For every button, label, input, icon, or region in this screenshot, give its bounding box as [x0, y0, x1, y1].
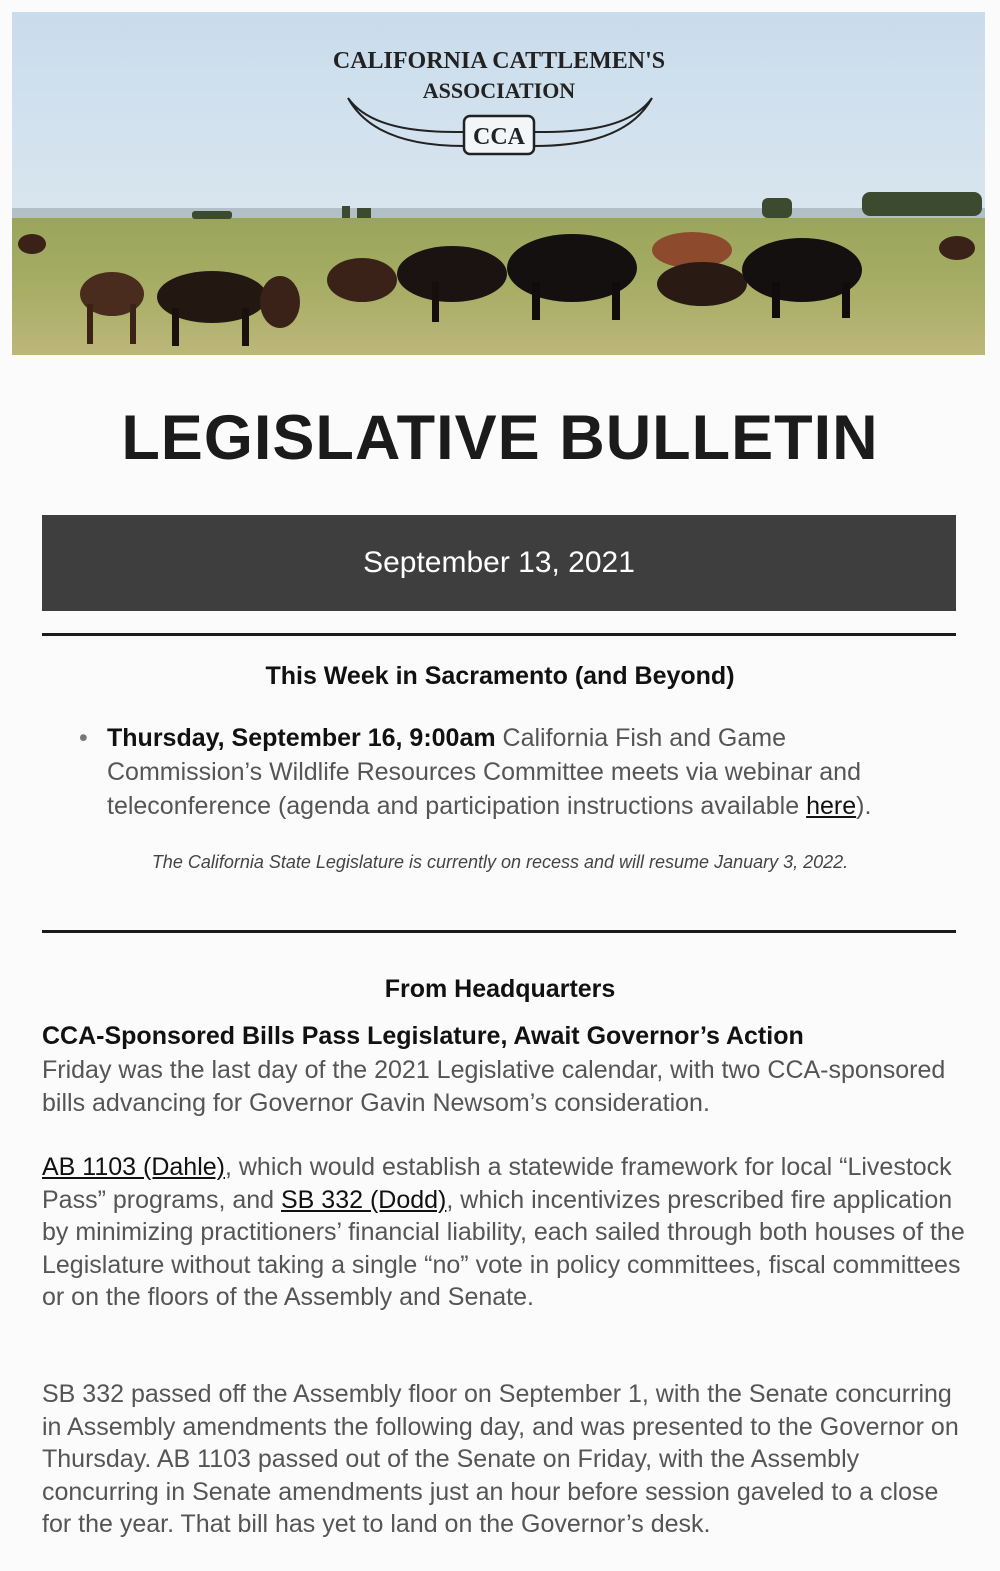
article-paragraph-2: [42, 1151, 967, 1314]
bullet-icon: •: [79, 724, 88, 752]
article-paragraph-1: Friday was the last day of the 2021 Legislative calendar, with two CCA-sponsored bills advancing for Governor Gavin Newsom’s consideration.: [42, 1056, 946, 1117]
event-description-end: ).: [856, 792, 872, 820]
recess-note: The California State Legislature is currently on recess and will resume January 3, 2022.: [151, 852, 849, 872]
paragraph-text: , which incentivizes prescribed fire application by minimizing practitioners’ financial liability, each sailed through both houses of the Legislature without taking a single “no” vote in policy committees, fiscal committees or on the floors of the Assembly and Senate.: [42, 1185, 965, 1311]
logo-name: CALIFORNIA CATTLEMEN'S: [332, 48, 666, 74]
event-list-item: [79, 721, 937, 823]
ab-1103-link[interactable]: AB 1103 (Dahle): [42, 1153, 225, 1181]
logo-association: ASSOCIATION: [422, 78, 576, 103]
section-divider: [42, 930, 956, 933]
bulletin-date: September 13, 2021: [363, 546, 635, 579]
this-week-heading: This Week in Sacramento (and Beyond): [265, 662, 735, 690]
paragraph-text: , which would establish a statewide framework for local “Livestock Pass” programs, and: [42, 1153, 952, 1214]
headquarters-heading: From Headquarters: [384, 975, 616, 1003]
section-divider: [42, 633, 956, 636]
logo-abbreviation: CCA: [473, 124, 525, 150]
sb-332-link[interactable]: SB 332 (Dodd): [281, 1185, 447, 1214]
article-paragraph-3: SB 332 passed off the Assembly floor on September 1, with the Senate concurring in Assembly amendments the following day, and was presented to the Governor on Thursday. AB 1103 passed out of the Senate on Friday, with the Assembly concurring in Senate amendments just an hour before session gaveled to a close for the year. That bill has yet to land on the Governor’s desk.: [42, 1380, 959, 1538]
page-title: LEGISLATIVE BULLETIN: [121, 403, 879, 473]
event-description: California Fish and Game Commission’s Wildlife Resources Committee meets via webinar and teleconference (agenda and participation instructions available: [107, 724, 861, 820]
date-banner: [42, 515, 956, 611]
header-banner-image: [12, 12, 985, 355]
agenda-link[interactable]: here: [806, 792, 857, 820]
article-title: CCA-Sponsored Bills Pass Legislature, Await Governor’s Action: [42, 1022, 804, 1050]
event-datetime: Thursday, September 16, 9:00am: [107, 724, 496, 752]
